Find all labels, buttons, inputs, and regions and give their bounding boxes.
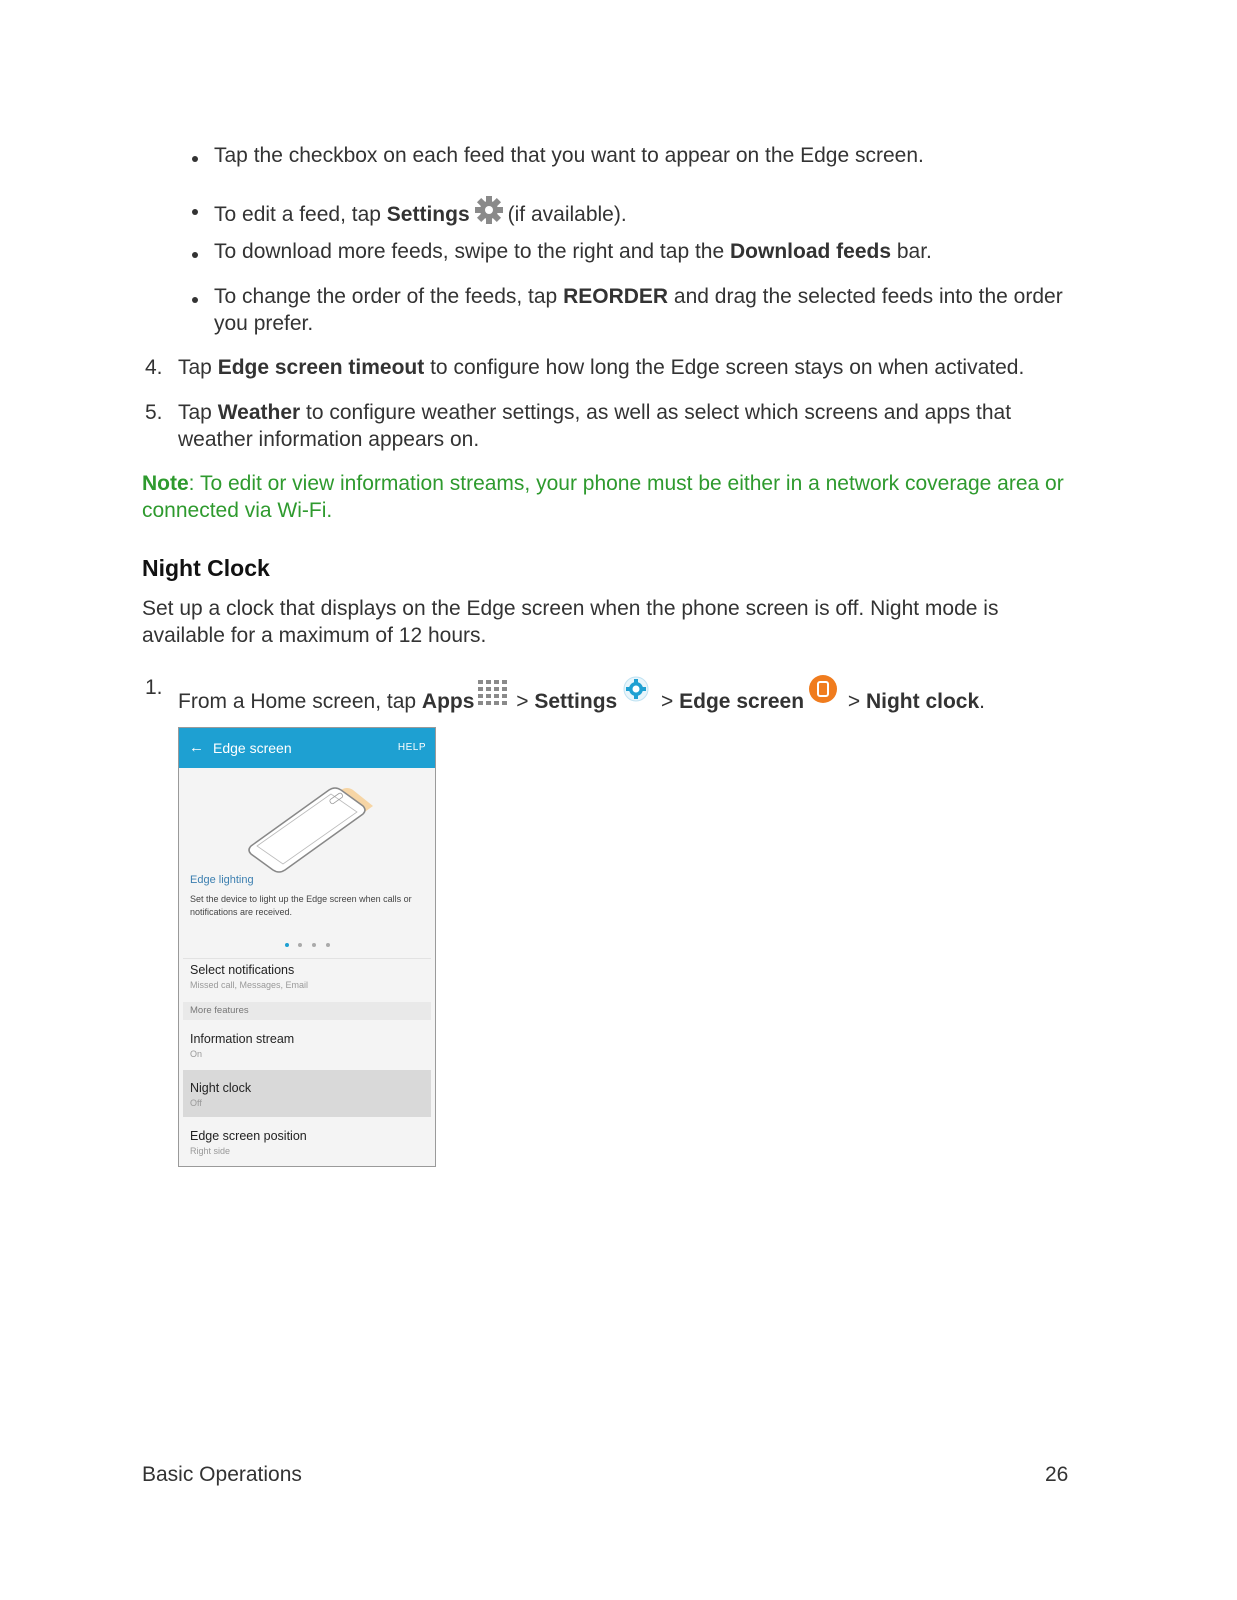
gear-icon bbox=[474, 195, 504, 232]
edge-lighting-description: Set the device to light up the Edge screen when calls or notifications are received. bbox=[190, 894, 412, 917]
edge-screen-icon bbox=[808, 674, 838, 711]
bullet-dot bbox=[192, 297, 198, 303]
apps-grid-icon bbox=[478, 680, 508, 713]
step-number: 4. bbox=[145, 356, 163, 379]
bullet-item: To change the order of the feeds, tap REORDER and drag the selected feeds into the order bbox=[214, 285, 1063, 308]
note: Note: To edit or view information streams, your phone must be either in a network coverage area or bbox=[142, 472, 1064, 495]
page-indicator-dot bbox=[326, 943, 330, 947]
back-arrow-icon[interactable]: ← bbox=[189, 739, 204, 756]
step-number: 1. bbox=[145, 676, 163, 699]
bullet-dot bbox=[192, 209, 198, 215]
divider bbox=[183, 958, 431, 959]
bullet-dot bbox=[192, 252, 198, 258]
step-text: Tap Weather to configure weather settings, as well as select which screens and apps that bbox=[178, 401, 1012, 424]
page-indicator-dot bbox=[312, 943, 316, 947]
page-indicator-dot bbox=[298, 943, 302, 947]
section-header: More features bbox=[183, 1002, 431, 1020]
note-continuation: connected via Wi-Fi. bbox=[142, 499, 333, 522]
section-description-continuation: available for a maximum of 12 hours. bbox=[142, 624, 487, 647]
step-text-continuation: weather information appears on. bbox=[178, 428, 480, 451]
step-number: 5. bbox=[145, 401, 163, 424]
phone-screenshot: ← Edge screen HELP Edge lighting Set the device to light up the Edge screen when calls or notifications are received. Select notifications Missed call, Messages, Email More features Information stream On Night clock Off Edge screen position Right side bbox=[178, 727, 436, 1167]
bullet-item: To download more feeds, swipe to the right and tap the Download feeds bar. bbox=[214, 240, 932, 263]
bullet-item: To edit a feed, tap Settings (if available). bbox=[214, 195, 627, 232]
step-text: From a Home screen, tap Apps > Settings > Edge screen > Night clock. bbox=[178, 674, 985, 715]
app-bar-title: Edge screen bbox=[213, 740, 292, 756]
page-number: 26 bbox=[1045, 1463, 1069, 1486]
page-indicator-dot bbox=[285, 943, 289, 947]
step-text: Tap Edge screen timeout to configure how long the Edge screen stays on when activated. bbox=[178, 356, 1025, 379]
footer-section-title: Basic Operations bbox=[142, 1463, 302, 1486]
bullet-dot bbox=[192, 156, 198, 162]
section-description: Set up a clock that displays on the Edge screen when the phone screen is off. Night mode is bbox=[142, 597, 999, 620]
app-bar bbox=[179, 728, 435, 768]
section-heading: Night Clock bbox=[142, 555, 270, 581]
settings-gear-icon bbox=[621, 674, 651, 711]
bullet-item-continuation: you prefer. bbox=[214, 312, 314, 335]
bullet-item: Tap the checkbox on each feed that you want to appear on the Edge screen. bbox=[214, 144, 924, 167]
phone-illustration bbox=[179, 768, 435, 878]
edge-lighting-title: Edge lighting bbox=[190, 874, 254, 886]
help-button[interactable]: HELP bbox=[397, 742, 426, 753]
